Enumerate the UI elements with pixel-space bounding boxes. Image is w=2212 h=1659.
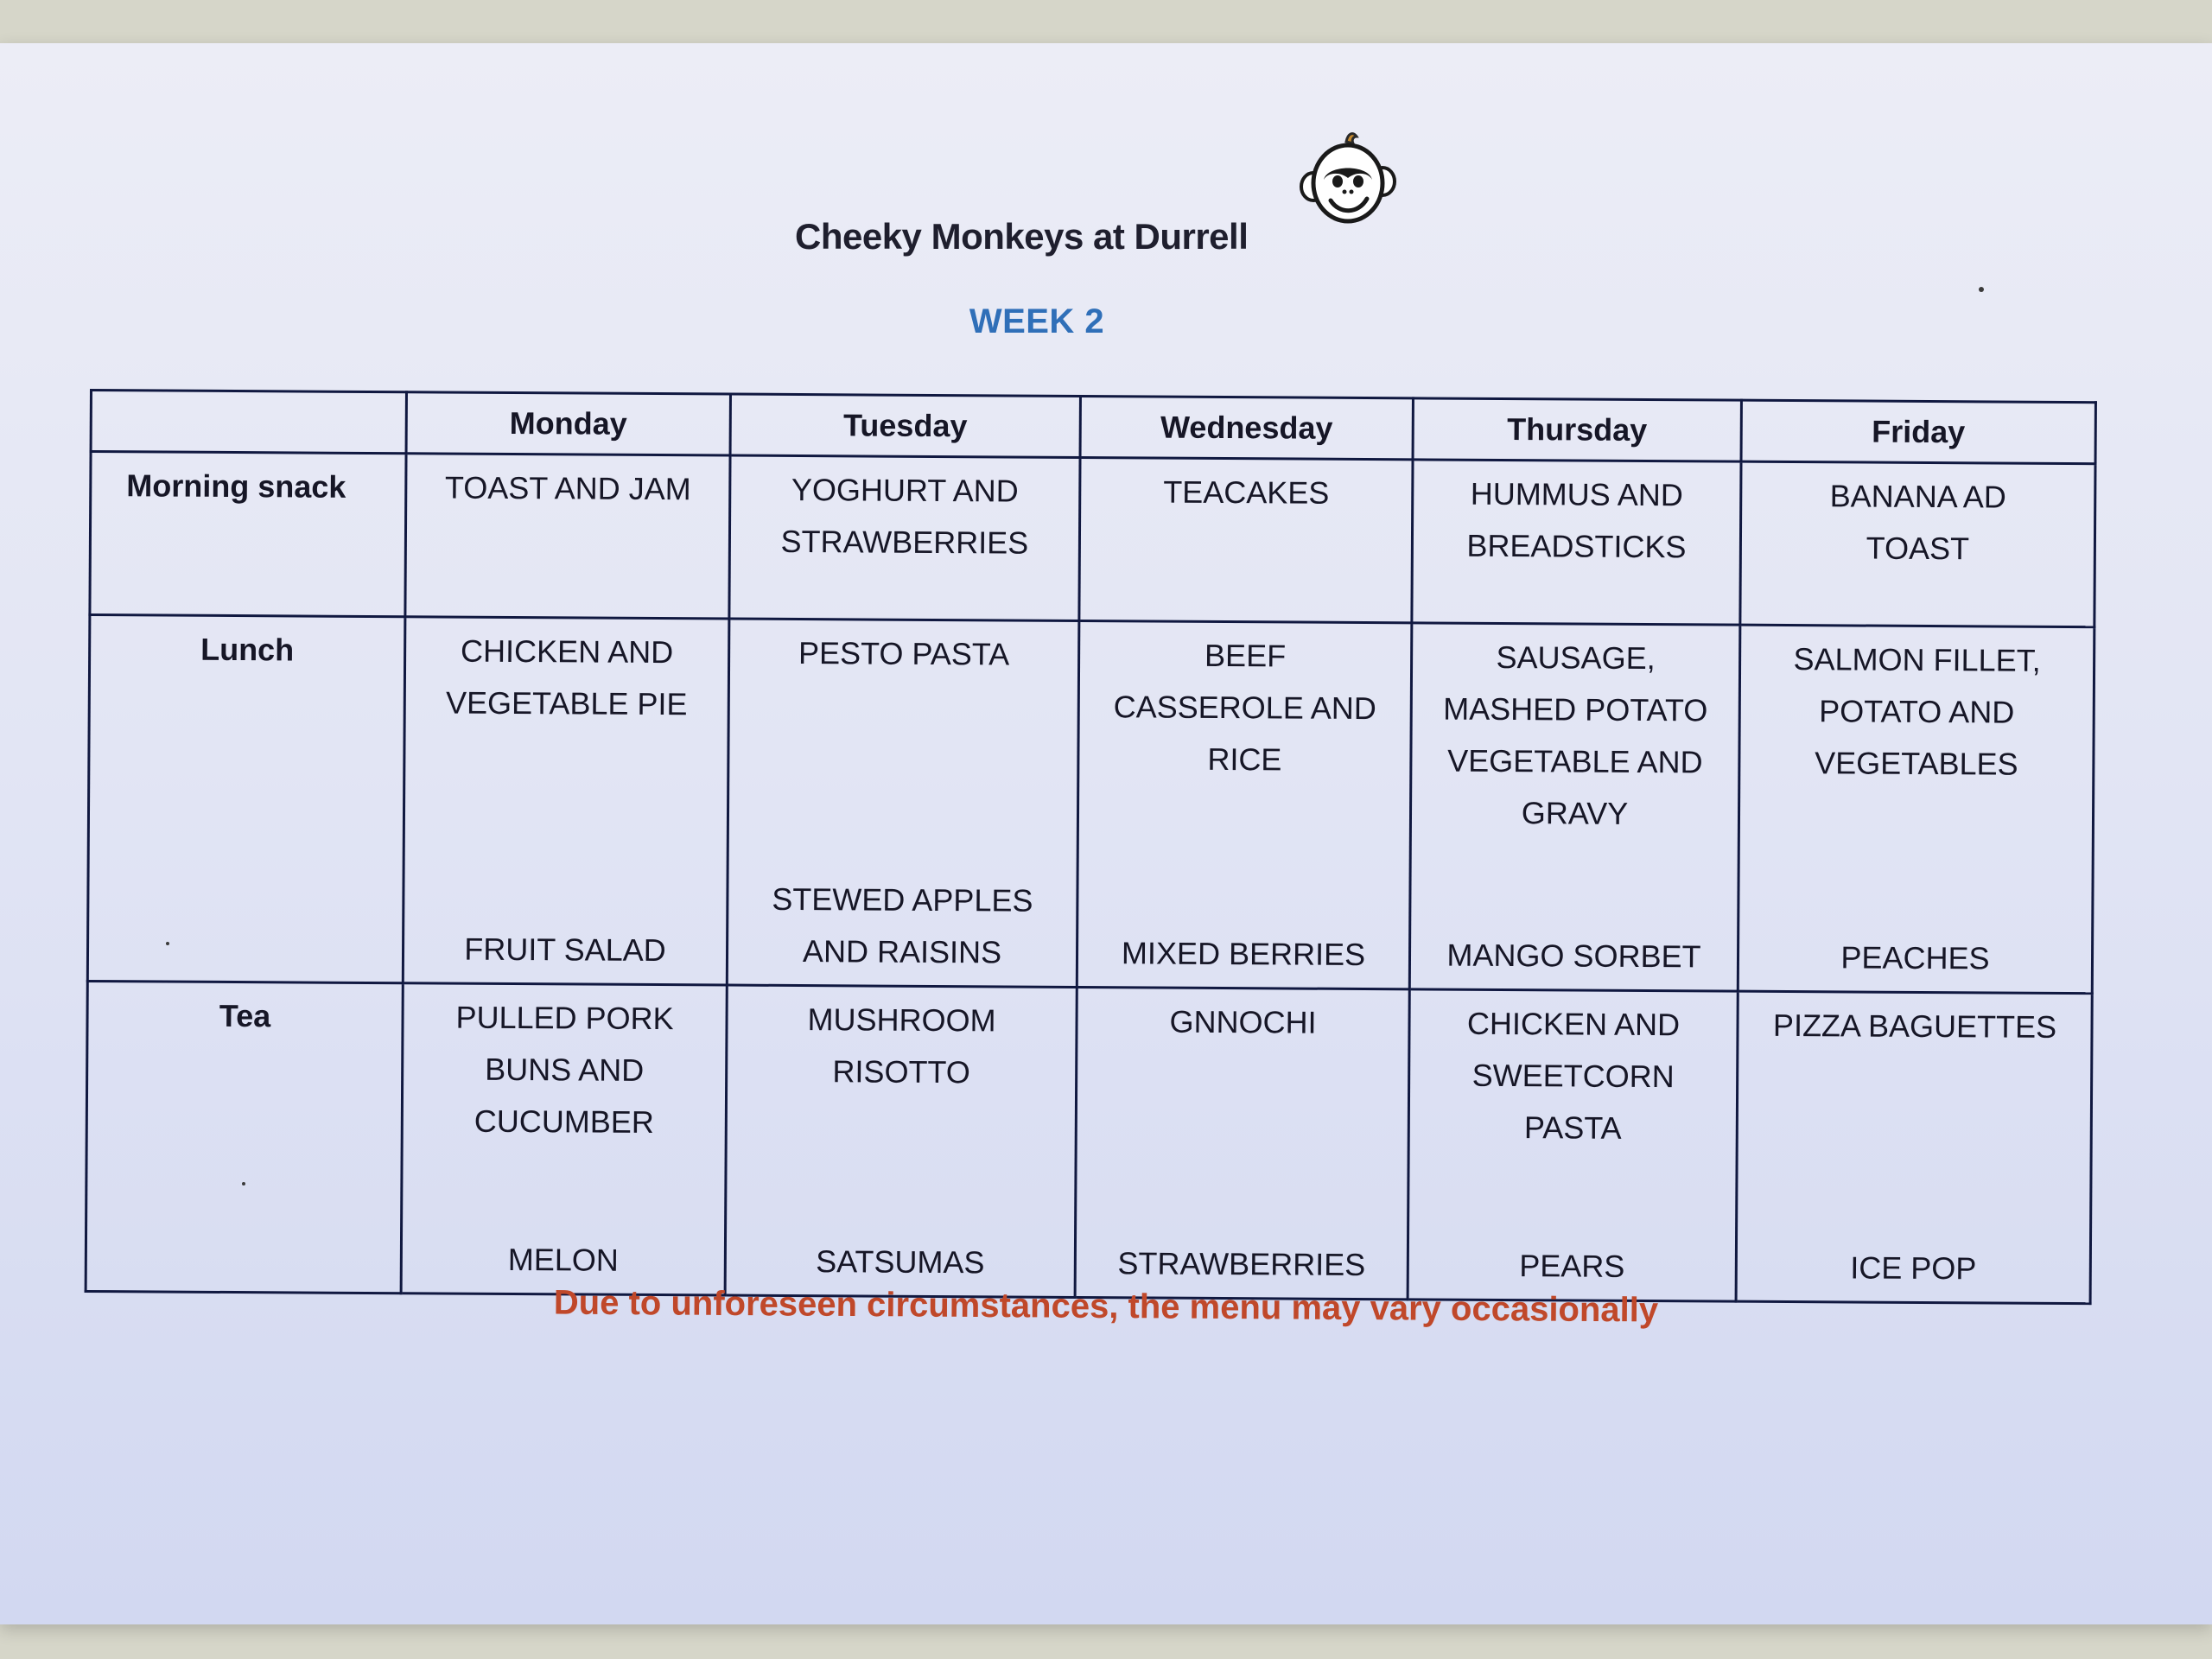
main-item: MUSHROOM RISOTTO [807,1001,996,1090]
main-item: YOGHURT AND STRAWBERRIES [780,471,1029,561]
main-item: PULLED PORK BUNS AND CUCUMBER [455,999,674,1141]
menu-cell [1409,623,1740,991]
row-label: Morning snack [90,452,406,617]
main-item: PIZZA BAGUETTES [1772,1007,2057,1045]
main-item: CHICKEN AND SWEETCORN PASTA [1466,1005,1681,1146]
row-label: Lunch [87,615,405,983]
table-row [86,981,2092,1303]
paper-speck [242,1182,245,1185]
row-label: Tea [86,981,403,1293]
main-item: PESTO PASTA [798,635,1010,672]
dessert-item: MELON [507,1241,619,1278]
menu-cell [401,983,727,1295]
menu-cell [1075,987,1409,1299]
main-item: BANANA AD TOAST [1829,478,2006,567]
dessert-item: MANGO SORBET [1446,937,1701,975]
dessert-item: PEACHES [1840,939,1990,976]
menu-cell [729,455,1080,620]
day-header: Friday [1741,400,2095,464]
menu-cell [1412,460,1741,625]
dessert-item: STEWED APPLES AND RAISINS [772,880,1033,970]
dessert-item: ICE POP [1850,1249,1977,1287]
menu-cell [727,619,1079,987]
paper-speck [1979,287,1984,292]
monkey-face-icon [1296,130,1400,233]
main-item: SAUSAGE, MASHED POTATO VEGETABLE AND GRAVY [1443,639,1708,831]
day-header: Monday [406,392,730,455]
paper-speck [166,942,169,945]
menu-cell [1738,625,2094,993]
menu-cell [1408,989,1738,1301]
day-header: Tuesday [730,394,1080,457]
dessert-item: PEARS [1519,1248,1625,1284]
week-label: WEEK 2 [969,302,1105,340]
menu-cell [403,617,729,985]
dessert-item: MIXED BERRIES [1121,935,1366,973]
main-item: BEEF CASSEROLE AND RICE [1113,637,1376,778]
dessert-item: SATSUMAS [816,1243,985,1281]
day-header: Thursday [1413,398,1741,461]
main-item: SALMON FILLET, POTATO AND VEGETABLES [1793,641,2041,782]
dessert-item: STRAWBERRIES [1117,1245,1366,1283]
page-title: Cheeky Monkeys at Durrell [795,216,1249,257]
table-row [87,615,2094,994]
menu-cell [1077,620,1412,988]
menu-disclaimer: Due to unforeseen circumstances, the menu may vary occasionally [553,1283,1659,1330]
menu-cell [725,985,1077,1297]
main-item: GNNOCHI [1169,1003,1317,1040]
day-header: Wednesday [1080,397,1413,460]
menu-cell: TEACAKES [1079,458,1413,623]
corner-cell [91,391,406,454]
menu-cell [1740,461,2095,627]
main-item: CHICKEN AND VEGETABLE PIE [445,632,688,722]
main-item: HUMMUS AND BREADSTICKS [1466,475,1687,565]
dessert-item: FRUIT SALAD [464,931,666,969]
menu-cell: TOAST AND JAM [405,454,730,619]
menu-cell [1736,991,2092,1303]
table-row [90,452,2095,627]
menu-table [85,389,2097,1305]
